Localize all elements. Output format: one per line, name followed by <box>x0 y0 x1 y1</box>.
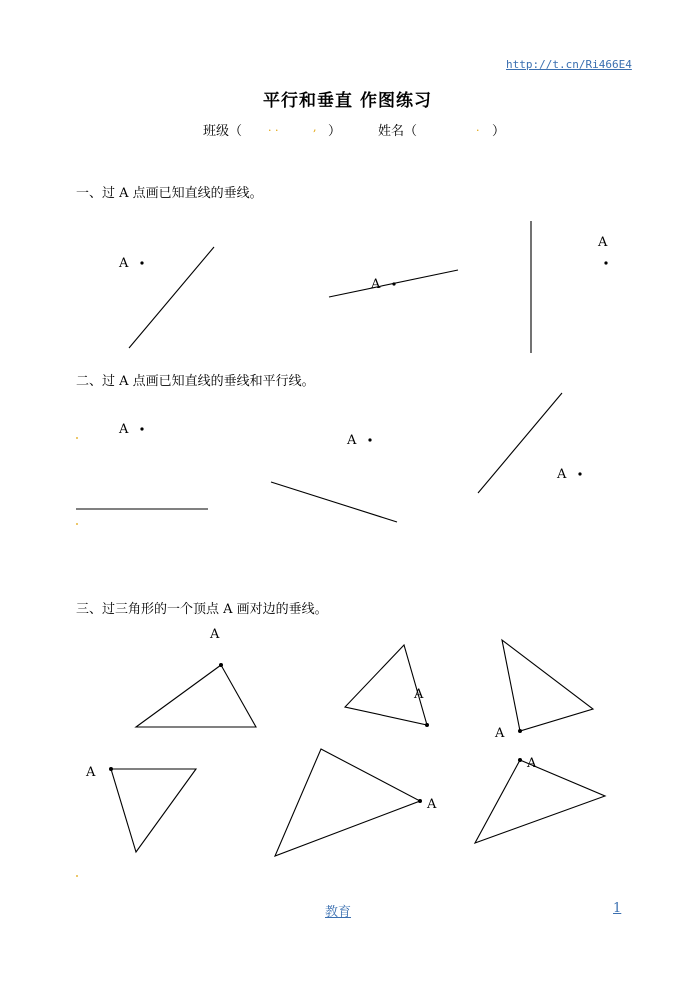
point-a <box>518 729 522 733</box>
question-1: 一、过 A 点画已知直线的垂线。 <box>76 186 263 201</box>
triangle <box>475 760 605 843</box>
blank-mark: , <box>313 121 317 134</box>
edit-mark <box>76 523 78 525</box>
question-2: 二、过 A 点画已知直线的垂线和平行线。 <box>76 374 315 389</box>
point-a <box>425 723 429 727</box>
point-label-a: A <box>527 756 537 771</box>
point-label-a: A <box>347 433 357 448</box>
blank-mark: . <box>476 121 480 134</box>
page-title: 平行和垂直 作图练习 <box>263 91 432 111</box>
point-a <box>604 261 607 264</box>
point-a <box>140 261 143 264</box>
triangle <box>345 645 427 725</box>
footer-link[interactable]: 教育 <box>325 905 352 920</box>
point-a <box>109 767 113 771</box>
point-label-a: A <box>557 467 567 482</box>
question-3: 三、过三角形的一个顶点 A 画对边的垂线。 <box>76 602 328 617</box>
point-a <box>219 663 223 667</box>
blank-mark: . . <box>268 121 279 134</box>
triangle <box>275 749 420 856</box>
edit-mark <box>76 437 78 439</box>
name-close: ） <box>492 124 506 139</box>
point-a <box>518 758 522 762</box>
class-label: 班级（ <box>203 124 243 139</box>
given-line <box>271 482 397 522</box>
header-url-link[interactable]: http://t.cn/Ri466E4 <box>506 58 632 71</box>
point-a <box>418 799 422 803</box>
name-label: 姓名（ <box>378 124 418 139</box>
point-label-a: A <box>119 422 129 437</box>
triangle <box>502 640 593 731</box>
point-label-a: A <box>598 235 608 250</box>
given-line <box>478 393 562 493</box>
triangle <box>136 665 256 727</box>
point-label-a: A <box>427 797 437 812</box>
point-label-a: A <box>371 277 381 292</box>
point-label-a: A <box>414 687 424 702</box>
point-a <box>368 438 371 441</box>
point-a <box>392 282 395 285</box>
triangle <box>111 769 196 852</box>
page-number: 1 <box>613 901 622 916</box>
edit-mark <box>76 875 78 877</box>
point-label-a: A <box>119 256 129 271</box>
class-close: ） <box>328 124 342 139</box>
point-label-a: A <box>495 726 505 741</box>
point-label-a: A <box>210 627 220 642</box>
point-a <box>578 472 581 475</box>
point-label-a: A <box>86 765 96 780</box>
point-a <box>140 427 143 430</box>
